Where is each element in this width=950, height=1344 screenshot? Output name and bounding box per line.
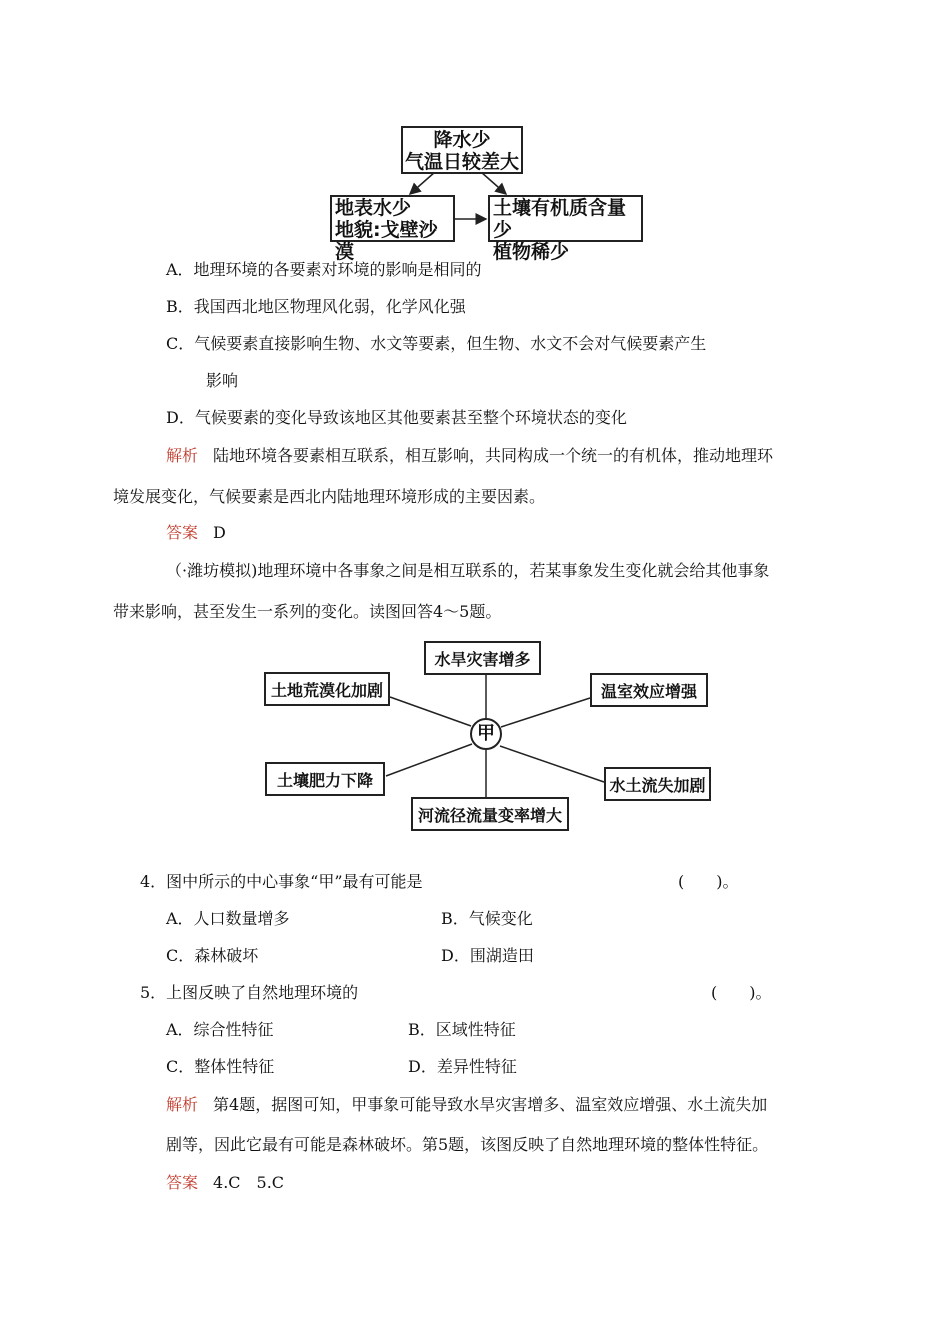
diagram1-right-line2: 植物稀少 bbox=[493, 241, 570, 263]
q45-analysis-line1 bbox=[166, 1095, 767, 1115]
q45-answer-label: 答案 bbox=[166, 1173, 199, 1192]
q45-analysis-text1: 第4题，据图可知，甲事象可能导致水旱灾害增多、温室效应增强、水土流失加 bbox=[213, 1095, 768, 1114]
diagram2-upper-right-box: 温室效应增强 bbox=[590, 673, 708, 707]
diagram2-lower-left-box: 土壤肥力下降 bbox=[265, 762, 385, 796]
q5-stem: 5．上图反映了自然地理环境的 bbox=[140, 983, 359, 1002]
q4-bracket: ( )。 bbox=[678, 872, 739, 891]
diagram2-top-box: 水旱灾害增多 bbox=[424, 641, 541, 675]
diagram1-left-line2: 地貌:戈壁沙漠 bbox=[335, 219, 438, 263]
diagram1-right-line1: 土壤有机质含量少 bbox=[493, 197, 627, 241]
q3-option-c-line1: C．气候要素直接影响生物、水文等要素，但生物、水文不会对气候要素产生 bbox=[166, 334, 707, 353]
q4-option-d: D．围湖造田 bbox=[441, 946, 534, 965]
q3-answer-label: 答案 bbox=[166, 523, 199, 542]
q5-bracket: ( )。 bbox=[711, 983, 772, 1002]
q3-option-a: A．地理环境的各要素对环境的影响是相同的 bbox=[166, 260, 482, 279]
q3-analysis-line2: 境发展变化，气候要素是西北内陆地理环境形成的主要因素。 bbox=[113, 487, 546, 506]
intro-line1: （·潍坊模拟)地理环境中各事象之间是相互联系的，若某事象发生变化就会给其他事象 bbox=[166, 561, 770, 580]
diagram2-bottom-box: 河流径流量变率增大 bbox=[411, 797, 569, 831]
q5-option-a: A．综合性特征 bbox=[166, 1020, 274, 1039]
q5-option-b: B．区域性特征 bbox=[408, 1020, 516, 1039]
q5-option-c: C．整体性特征 bbox=[166, 1057, 275, 1076]
diagram2-lower-right-box: 水土流失加剧 bbox=[604, 767, 711, 801]
intro-line2: 带来影响，甚至发生一系列的变化。读图回答4～5题。 bbox=[113, 602, 502, 621]
diagram2-upper-left-box: 土地荒漠化加剧 bbox=[264, 672, 390, 706]
q45-answer-line bbox=[166, 1173, 284, 1193]
q3-analysis-label: 解析 bbox=[166, 446, 199, 465]
q45-answer-value: 4.C 5.C bbox=[213, 1173, 285, 1192]
q45-analysis-label: 解析 bbox=[166, 1095, 199, 1114]
q5-option-d: D．差异性特征 bbox=[408, 1057, 517, 1076]
q3-analysis-text1: 陆地环境各要素相互联系，相互影响，共同构成一个统一的有机体，推动地理环 bbox=[213, 446, 774, 465]
q4-stem: 4．图中所示的中心事象“甲”最有可能是 bbox=[140, 872, 423, 891]
q45-analysis-line2: 剧等，因此它最有可能是森林破坏。第5题，该图反映了自然地理环境的整体性特征。 bbox=[166, 1135, 769, 1154]
q3-option-c-line2: 影响 bbox=[206, 371, 239, 390]
diagram2-center-label: 甲 bbox=[477, 723, 495, 744]
q3-answer-value: D bbox=[213, 523, 226, 542]
q4-option-c: C．森林破坏 bbox=[166, 946, 259, 965]
q3-option-b: B．我国西北地区物理风化弱，化学风化强 bbox=[166, 297, 466, 316]
q4-option-b: B．气候变化 bbox=[441, 909, 533, 928]
diagram1-top-line2: 气温日较差大 bbox=[404, 151, 519, 173]
q3-option-d: D．气候要素的变化导致该地区其他要素甚至整个环境状态的变化 bbox=[166, 408, 627, 427]
diagram1-top-line1: 降水少 bbox=[433, 129, 491, 151]
q4-option-a: A．人口数量增多 bbox=[166, 909, 290, 928]
diagram1-left-line1: 地表水少 bbox=[335, 197, 412, 219]
